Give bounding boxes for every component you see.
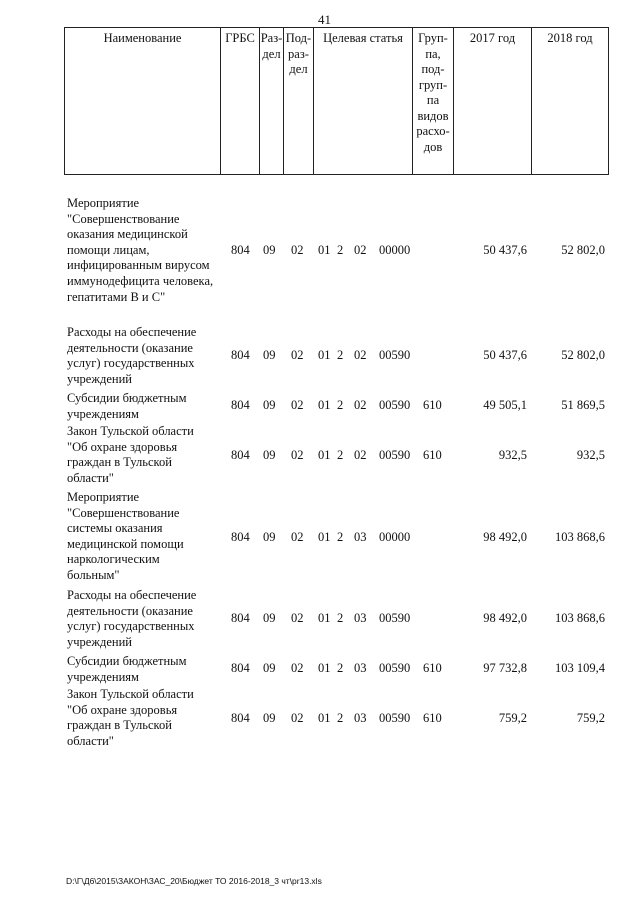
row-name-line: Расходы на обеспечение [67,325,197,339]
podrazdel-cell: 02 [291,348,304,362]
target-event-cell: 03 [354,530,367,544]
razdel-cell: 09 [263,661,276,675]
file-path-footer: D:\Г\Д6\2015\ЗАКОН\ЗАС_20\Бюджет ТО 2016-2018_3 чт\pr13.xls [66,876,322,886]
expense-type-cell: 610 [423,448,442,462]
razdel-cell: 09 [263,448,276,462]
grbs-cell: 804 [231,348,250,362]
row-name-line: области" [67,470,114,485]
header-target-article: Целевая статья [323,31,403,45]
amount-2017-cell: 759,2 [498,711,527,725]
row-name-line: "Совершенствование [67,505,180,520]
row-name-line: Мероприятие [67,196,140,210]
row-name-line: Субсидии бюджетным [67,654,187,668]
target-direction-cell: 00590 [379,398,411,412]
target-program-cell: 01 [318,398,331,412]
header-name: Наименование [103,31,182,45]
row-name [67,196,237,305]
row-name-line: оказания медицинской [67,227,188,242]
row-name [67,490,237,584]
row-name-line: инфицированным вирусом [67,258,210,273]
row-name-line: Расходы на обеспечение [67,588,197,602]
grbs-cell: 804 [231,398,250,412]
row-name-line: наркологическим [67,552,160,567]
amount-2017-cell: 98 492,0 [483,611,527,625]
row-name-line: учреждений [67,634,132,649]
razdel-cell: 09 [263,348,276,362]
razdel-cell: 09 [263,711,276,725]
amount-2017-cell: 932,5 [498,448,527,462]
target-event-cell: 03 [354,661,367,675]
podrazdel-cell: 02 [291,711,304,725]
row-name-line: системы оказания [67,521,163,536]
amount-2018-cell: 932,5 [576,448,605,462]
grbs-cell: 804 [231,711,250,725]
razdel-cell: 09 [263,243,276,257]
expense-type-cell: 610 [423,711,442,725]
amount-2017-cell: 98 492,0 [483,530,527,544]
target-program-cell: 01 [318,611,331,625]
target-subprogram-cell: 2 [337,348,344,362]
amount-2018-cell: 103 109,4 [555,661,605,675]
target-direction-cell: 00590 [379,611,411,625]
row-name-line: граждан в Тульской [67,455,172,470]
grbs-cell: 804 [231,661,250,675]
target-program-cell: 01 [318,348,331,362]
amount-2018-cell: 52 802,0 [561,243,605,257]
target-event-cell: 02 [354,448,367,462]
target-direction-cell: 00000 [379,243,411,257]
row-name-line: медицинской помощи [67,536,184,551]
row-name [67,654,237,685]
row-name-line: услуг) государственных [67,356,195,371]
header-expense-group: Груп- па, под- груп- па видов расхо- дов [416,31,450,154]
row-name-line: деятельности (оказание [67,340,193,355]
row-name-line: Мероприятие [67,490,140,504]
target-program-cell: 01 [318,530,331,544]
podrazdel-cell: 02 [291,530,304,544]
razdel-cell: 09 [263,611,276,625]
target-subprogram-cell: 2 [337,530,344,544]
expense-type-cell: 610 [423,398,442,412]
row-name-line: области" [67,733,114,748]
podrazdel-cell: 02 [291,243,304,257]
row-name-line: "Об охране здоровья [67,439,178,454]
amount-2017-cell: 49 505,1 [483,398,527,412]
row-name-line: услуг) государственных [67,619,195,634]
header-2018: 2018 год [547,31,593,45]
target-program-cell: 01 [318,243,331,257]
amount-2017-cell: 50 437,6 [483,348,527,362]
podrazdel-cell: 02 [291,661,304,675]
target-direction-cell: 00590 [379,448,411,462]
row-name-line: граждан в Тульской [67,718,172,733]
row-name [67,391,237,422]
header-podrazdel: Под- раз- дел [285,31,312,76]
amount-2018-cell: 759,2 [576,711,605,725]
grbs-cell: 804 [231,611,250,625]
row-name-line: помощи лицам, [67,242,150,257]
grbs-cell: 804 [231,243,250,257]
row-name [67,325,237,387]
razdel-cell: 09 [263,398,276,412]
podrazdel-cell: 02 [291,611,304,625]
target-subprogram-cell: 2 [337,711,344,725]
amount-2017-cell: 97 732,8 [483,661,527,675]
target-subprogram-cell: 2 [337,398,344,412]
row-name-line: деятельности (оказание [67,603,193,618]
row-name [67,588,237,650]
amount-2018-cell: 103 868,6 [555,611,605,625]
header-grbs: ГРБС [225,31,255,45]
target-subprogram-cell: 2 [337,243,344,257]
row-name-line: "Об охране здоровья [67,702,178,717]
target-event-cell: 02 [354,398,367,412]
row-name-line: иммунодефицита человека, [67,273,214,288]
target-subprogram-cell: 2 [337,448,344,462]
row-name-line: гепатитами В и С" [67,289,166,304]
target-program-cell: 01 [318,448,331,462]
row-name-line: учреждениям [67,669,139,684]
row-name [67,687,237,749]
page-number: 41 [318,12,331,27]
target-program-cell: 01 [318,711,331,725]
grbs-cell: 804 [231,530,250,544]
header-razdel: Раз- дел [260,31,283,61]
target-direction-cell: 00590 [379,661,411,675]
row-name-line: Закон Тульской области [67,424,194,438]
podrazdel-cell: 02 [291,448,304,462]
row-name-line: учреждений [67,371,132,386]
amount-2018-cell: 52 802,0 [561,348,605,362]
row-name-line: Субсидии бюджетным [67,391,187,405]
row-name-line: больным" [67,567,120,582]
target-direction-cell: 00000 [379,530,411,544]
razdel-cell: 09 [263,530,276,544]
target-event-cell: 02 [354,348,367,362]
header-2017: 2017 год [469,31,516,45]
target-subprogram-cell: 2 [337,661,344,675]
target-direction-cell: 00590 [379,348,411,362]
amount-2018-cell: 51 869,5 [561,398,605,412]
podrazdel-cell: 02 [291,398,304,412]
row-name [67,424,237,486]
target-direction-cell: 00590 [379,711,411,725]
target-program-cell: 01 [318,661,331,675]
target-event-cell: 03 [354,611,367,625]
row-name-line: "Совершенствование [67,211,180,226]
target-event-cell: 03 [354,711,367,725]
row-name-line: учреждениям [67,406,139,421]
row-name-line: Закон Тульской области [67,687,194,701]
grbs-cell: 804 [231,448,250,462]
amount-2018-cell: 103 868,6 [555,530,605,544]
expense-type-cell: 610 [423,661,442,675]
target-subprogram-cell: 2 [337,611,344,625]
target-event-cell: 02 [354,243,367,257]
amount-2017-cell: 50 437,6 [483,243,527,257]
